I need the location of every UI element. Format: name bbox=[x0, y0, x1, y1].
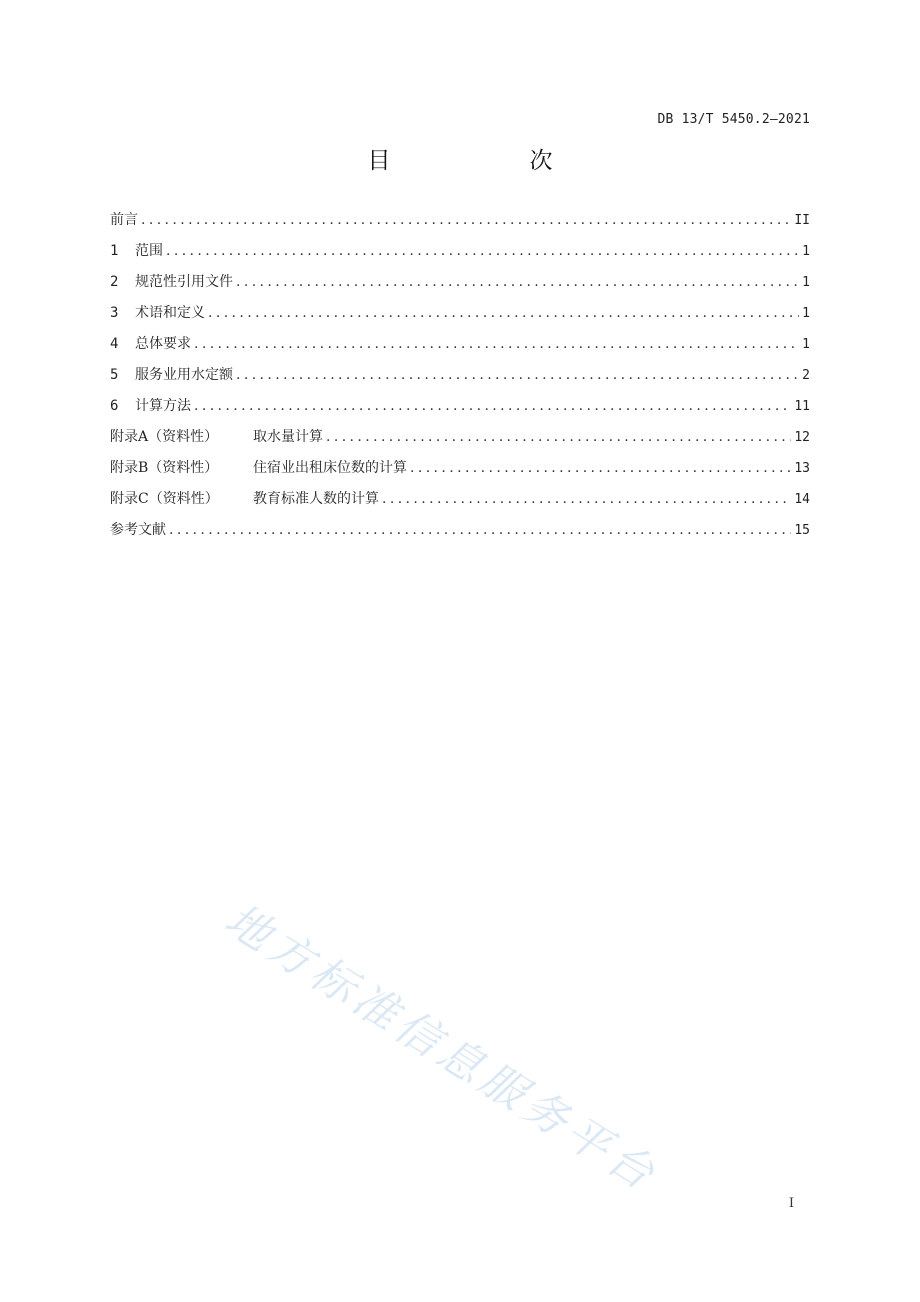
toc-entry[interactable] bbox=[110, 453, 810, 484]
toc-entry[interactable] bbox=[110, 360, 810, 391]
dot-leader bbox=[236, 360, 799, 391]
toc-entry[interactable] bbox=[110, 329, 810, 360]
toc-entry-label: 4 总体要求 bbox=[110, 329, 191, 360]
toc-entry-label: 1 范围 bbox=[110, 236, 163, 267]
toc-entry[interactable] bbox=[110, 422, 810, 453]
dot-leader bbox=[194, 329, 799, 360]
toc-entry-label: 2 规范性引用文件 bbox=[110, 267, 233, 298]
dot-leader bbox=[208, 298, 799, 329]
toc-entry-page: 1 bbox=[802, 306, 810, 321]
toc-entry-label: 附录C（资料性） 教育标准人数的计算 bbox=[110, 484, 379, 515]
dot-leader bbox=[410, 453, 791, 484]
toc-entry-page: 1 bbox=[802, 275, 810, 290]
toc-entry-appendix-prefix: 附录C（资料性） bbox=[110, 491, 219, 507]
dot-leader bbox=[326, 422, 791, 453]
toc-entry-label: 5 服务业用水定额 bbox=[110, 360, 233, 391]
toc-entry-label: 6 计算方法 bbox=[110, 391, 191, 422]
page-title: 目 次 bbox=[367, 148, 611, 174]
standard-code: DB 13/T 5450.2—2021 bbox=[657, 112, 810, 127]
toc-entry-appendix-prefix: 附录B（资料性） bbox=[110, 460, 219, 476]
toc-entry-page: 1 bbox=[802, 244, 810, 259]
toc-entry[interactable] bbox=[110, 205, 810, 236]
table-of-contents bbox=[110, 205, 810, 546]
toc-entry-page: 13 bbox=[794, 461, 810, 476]
toc-entry-label: 3 术语和定义 bbox=[110, 298, 205, 329]
toc-entry[interactable] bbox=[110, 267, 810, 298]
toc-entry-page: 1 bbox=[802, 337, 810, 352]
dot-leader bbox=[166, 236, 799, 267]
toc-entry-page: 12 bbox=[794, 430, 810, 445]
dot-leader bbox=[194, 391, 791, 422]
toc-entry-page: 2 bbox=[802, 368, 810, 383]
toc-entry-number: 6 bbox=[110, 398, 119, 414]
toc-entry-number: 5 bbox=[110, 367, 119, 383]
dot-leader bbox=[236, 267, 799, 298]
toc-entry[interactable] bbox=[110, 391, 810, 422]
watermark: 地方标准信息服务平台 bbox=[216, 894, 668, 1203]
toc-entry-page: II bbox=[794, 213, 810, 228]
toc-entry[interactable] bbox=[110, 484, 810, 515]
toc-entry-number: 2 bbox=[110, 274, 119, 290]
toc-entry-number: 4 bbox=[110, 336, 119, 352]
toc-entry-page: 14 bbox=[794, 492, 810, 507]
page-number: I bbox=[788, 1196, 794, 1211]
toc-entry[interactable] bbox=[110, 236, 810, 267]
toc-entry-number: 3 bbox=[110, 305, 119, 321]
toc-entry[interactable] bbox=[110, 298, 810, 329]
toc-entry-number: 1 bbox=[110, 243, 119, 259]
toc-entry-label: 附录B（资料性） 住宿业出租床位数的计算 bbox=[110, 453, 407, 484]
dot-leader bbox=[169, 515, 791, 546]
toc-entry-label: 参考文献 bbox=[110, 522, 166, 538]
toc-entry[interactable] bbox=[110, 515, 810, 546]
toc-entry-appendix-prefix: 附录A（资料性） bbox=[110, 429, 219, 445]
toc-entry-page: 11 bbox=[794, 399, 810, 414]
toc-entry-page: 15 bbox=[794, 523, 810, 538]
dot-leader bbox=[141, 205, 791, 236]
dot-leader bbox=[382, 484, 791, 515]
toc-entry-label: 附录A（资料性） 取水量计算 bbox=[110, 422, 323, 453]
toc-entry-label: 前言 bbox=[110, 212, 138, 228]
